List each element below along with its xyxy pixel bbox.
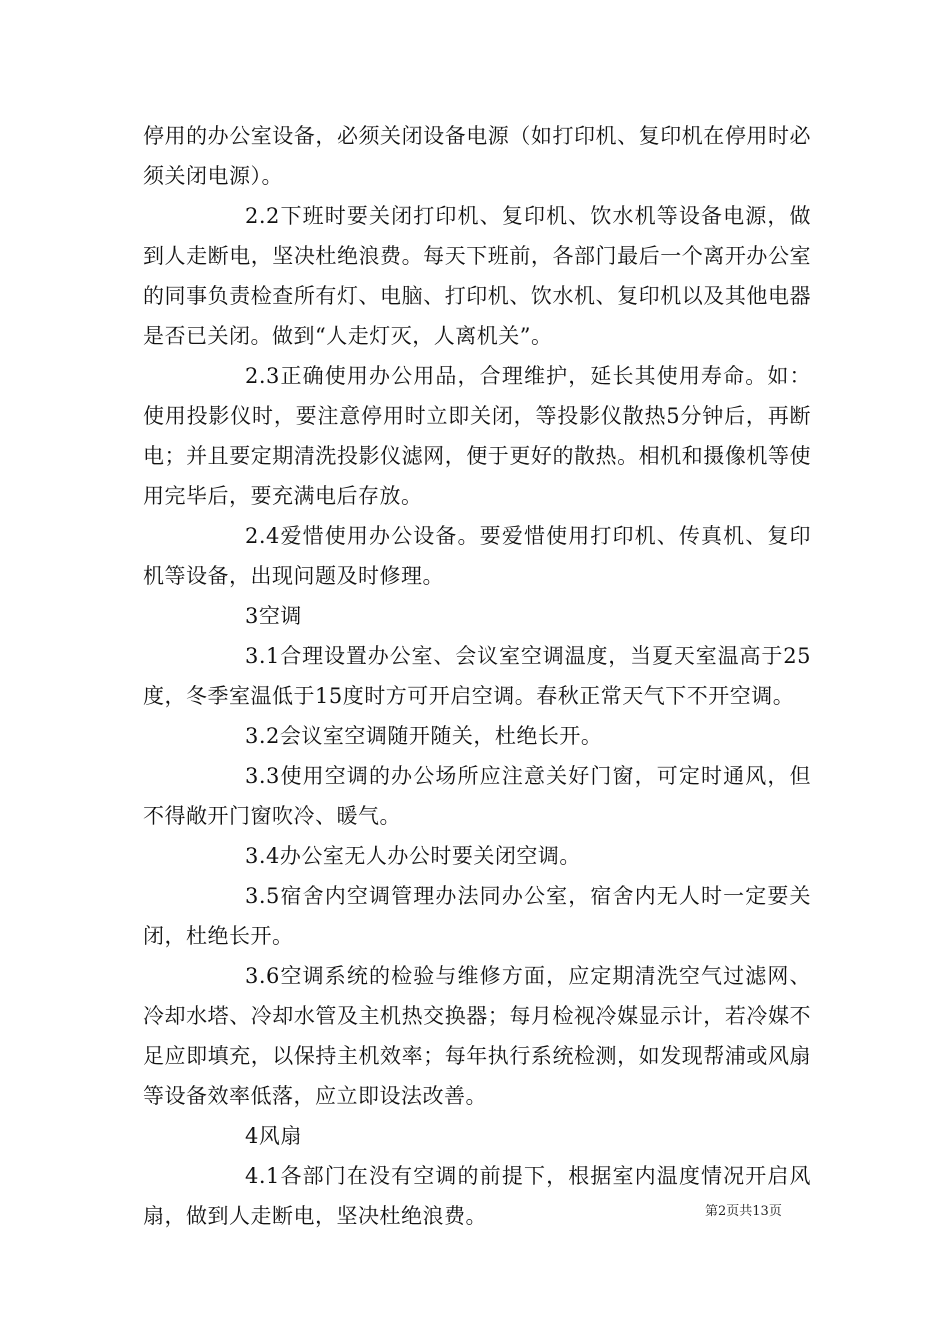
section-heading: 3空调 (245, 604, 302, 628)
paragraph: 2.4爱惜使用办公设备。要爱惜使用打印机、传真机、复印机等设备，出现问题及时修理。 (143, 524, 811, 588)
paragraph: 2.2下班时要关闭打印机、复印机、饮水机等设备电源，做到人走断电，坚决杜绝浪费。每天下班前，各部门最后一个离开办公室的同事负责检查所有灯、电脑、打印机、饮水机、复印机以及其他电器是否已关闭。做到“人走灯灭，人离机关”。 (143, 204, 811, 348)
paragraph: 3.5宿舍内空调管理办法同办公室，宿舍内无人时一定要关闭，杜绝长开。 (143, 884, 811, 948)
paragraph: 3.2会议室空调随开随关，杜绝长开。 (245, 724, 603, 748)
section-heading: 4风扇 (245, 1124, 302, 1148)
paragraph: 4.1各部门在没有空调的前提下，根据室内温度情况开启风扇，做到人走断电，坚决杜绝浪费。 (143, 1164, 811, 1228)
paragraph: 3.3使用空调的办公场所应注意关好门窗，可定时通风，但不得敞开门窗吹冷、暖气。 (143, 764, 811, 828)
paragraph: 2.3正确使用办公用品，合理维护，延长其使用寿命。如：使用投影仪时，要注意停用时立即关闭，等投影仪散热5分钟后，再断电；并且要定期清洗投影仪滤网，便于更好的散热。相机和摄像机等使用完毕后，要充满电后存放。 (143, 364, 811, 508)
paragraph: 3.1合理设置办公室、会议室空调温度，当夏天室温高于25度，冬季室温低于15度时方可开启空调。春秋正常天气下不开空调。 (143, 644, 811, 708)
paragraph: 3.4办公室无人办公时要关闭空调。 (245, 844, 581, 868)
paragraph: 停用的办公室设备，必须关闭设备电源（如打印机、复印机在停用时必须关闭电源）。 (143, 124, 811, 188)
page-number-footer: 第2页共13页 (705, 1204, 782, 1219)
document-body (143, 116, 811, 1236)
paragraph: 3.6空调系统的检验与维修方面，应定期清洗空气过滤网、冷却水塔、冷却水管及主机热交换器；每月检视冷媒显示计，若冷媒不足应即填充，以保持主机效率；每年执行系统检测，如发现帮浦或风扇等设备效率低落，应立即设法改善。 (143, 964, 811, 1108)
